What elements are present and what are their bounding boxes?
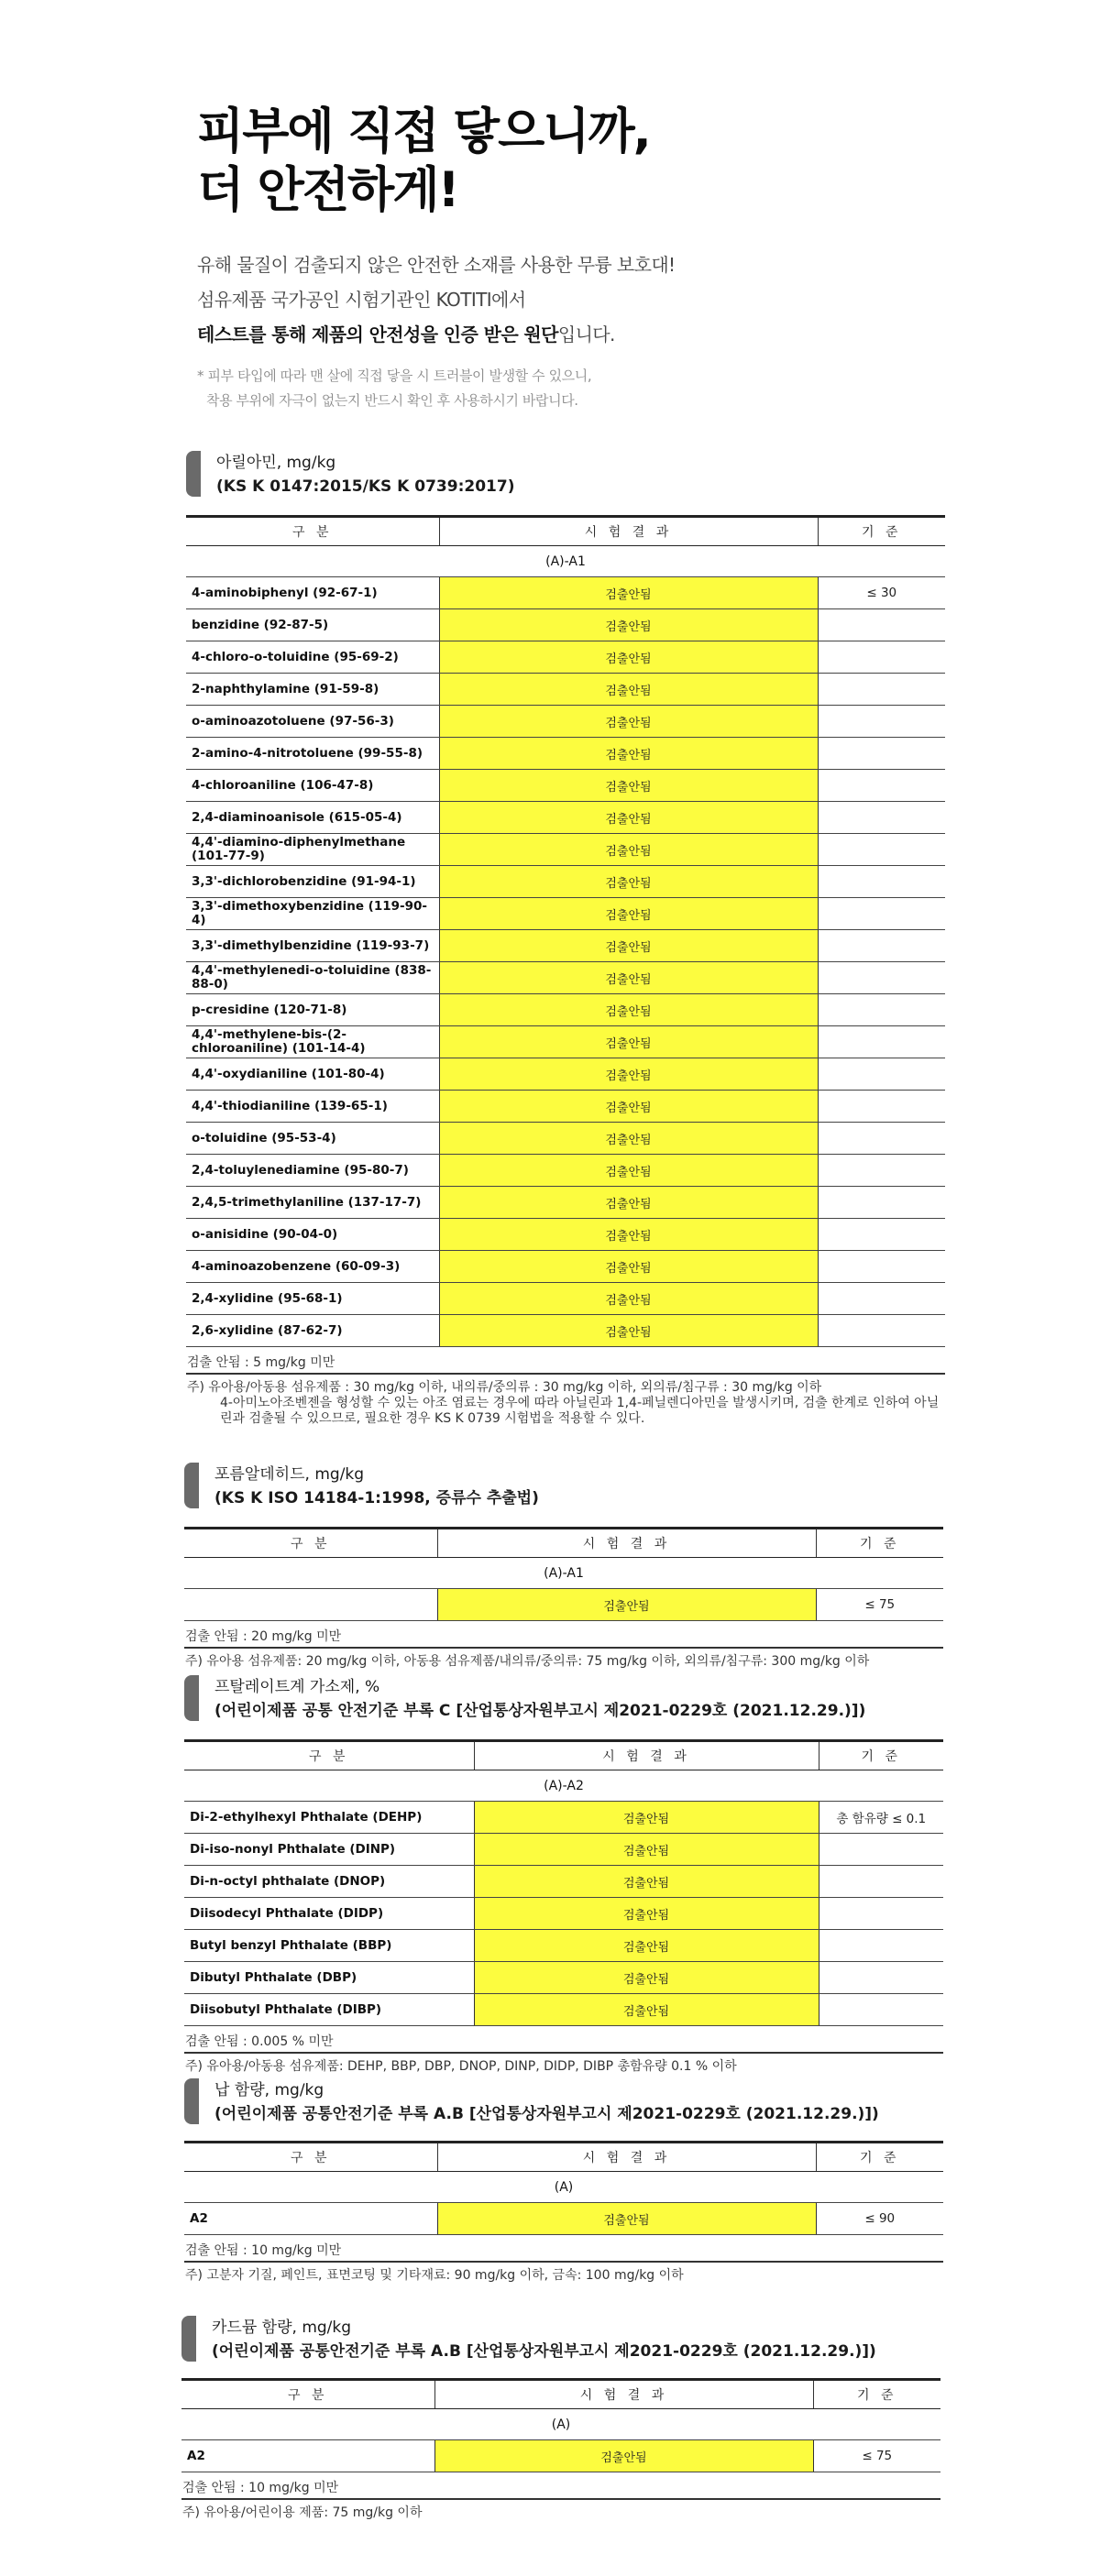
substance-name: [184, 1589, 437, 1621]
table-row: [184, 1802, 943, 1834]
col-header-standard: 기 준: [816, 2143, 943, 2172]
standard-cell: [818, 1123, 945, 1155]
detection-limit: 검출 안됨 : 5 mg/kg 미만: [186, 1347, 945, 1375]
col-header-standard: 기 준: [816, 1529, 943, 1558]
standard-cell: [818, 1251, 945, 1283]
section-title: 납 함량, mg/kg: [214, 2081, 324, 2099]
standard-cell: [819, 1898, 943, 1930]
result-cell: 검출안됨: [439, 1123, 818, 1155]
section-cadmium: [182, 2316, 940, 2521]
substance-name: 4,4'-oxydianiline (101-80-4): [186, 1058, 439, 1091]
col-header-standard: 기 준: [813, 2380, 940, 2409]
lead-text: 유해 물질이 검출되지 않은 안전한 소재를 사용한 무륭 보호대! 섬유제품 국가공인 시험기관인 KOTITI에서 테스트를 통해 제품의 안전성을 인증 받은 원단입니다.: [197, 254, 676, 345]
standard-cell: [818, 866, 945, 898]
table-row: [186, 866, 945, 898]
standard-cell: ≤ 90: [816, 2203, 943, 2235]
group-row: [186, 546, 945, 577]
substance-name: A2: [182, 2440, 434, 2472]
standard-cell: [818, 641, 945, 674]
result-cell: 검출안됨: [474, 1898, 819, 1930]
result-cell: 검출안됨: [439, 1155, 818, 1187]
table-row: [186, 674, 945, 706]
results-table: [184, 1527, 943, 1621]
substance-name: 2,4-toluylenediamine (95-80-7): [186, 1155, 439, 1187]
standard-cell: [818, 1187, 945, 1219]
col-header-standard: 기 준: [818, 517, 945, 546]
result-cell: 검출안됨: [439, 962, 818, 994]
table-row: [184, 1930, 943, 1962]
standard-cell: [818, 898, 945, 930]
remark: 주) 유아용/아동용 섬유제품: DEHP, BBP, DBP, DNOP, DINP, DIDP, DIBP 총함유량 0.1 % 이하: [185, 2059, 737, 2074]
col-header-result: 시 험 결 과: [434, 2380, 813, 2409]
substance-name: p-cresidine (120-71-8): [186, 994, 439, 1026]
result-cell: 검출안됨: [439, 1283, 818, 1315]
group-row: [184, 2172, 943, 2203]
col-header-category: 구 분: [184, 1529, 437, 1558]
table-row: [184, 1589, 943, 1621]
table-row: [184, 1898, 943, 1930]
group-label: (A)-A2: [184, 1770, 943, 1802]
result-cell: 검출안됨: [437, 2203, 816, 2235]
table-row: [186, 770, 945, 802]
result-cell: 검출안됨: [474, 1866, 819, 1898]
results-table: [186, 515, 945, 1347]
standard-cell: [818, 674, 945, 706]
result-cell: 검출안됨: [474, 1930, 819, 1962]
remark: 주) 유아용/어린이용 제품: 75 mg/kg 이하: [182, 2505, 423, 2520]
section-subtitle: (어린이제품 공통 안전기준 부록 C [산업통상자원부고시 제2021-0229호 (2021.12.29.)]): [214, 1702, 866, 1720]
section-arylamine: [186, 451, 945, 1427]
result-cell: 검출안됨: [439, 738, 818, 770]
col-header-result: 시 험 결 과: [439, 517, 818, 546]
standard-cell: [818, 834, 945, 866]
standard-cell: [818, 706, 945, 738]
standard-cell: [818, 1315, 945, 1347]
result-cell: 검출안됨: [474, 1834, 819, 1866]
result-cell: 검출안됨: [439, 834, 818, 866]
section-subtitle: (어린이제품 공통안전기준 부록 A.B [산업통상자원부고시 제2021-0229호 (2021.12.29.)]): [214, 2105, 879, 2123]
result-cell: 검출안됨: [474, 1802, 819, 1834]
table-row: [186, 1219, 945, 1251]
table-row: [186, 930, 945, 962]
standard-cell: [819, 1962, 943, 1994]
group-label: (A)-A1: [184, 1558, 943, 1589]
standard-cell: [819, 1994, 943, 2026]
detection-limit: 검출 안됨 : 10 mg/kg 미만: [184, 2235, 943, 2263]
substance-name: 4,4'-methylenedi-o-toluidine (838-88-0): [186, 962, 439, 994]
section-title: 프탈레이트계 가소제, %: [214, 1678, 380, 1696]
col-header-category: 구 분: [186, 517, 439, 546]
standard-cell: [818, 1219, 945, 1251]
table-row: [186, 1091, 945, 1123]
result-cell: 검출안됨: [439, 609, 818, 641]
standard-cell: [818, 994, 945, 1026]
results-table: [184, 2141, 943, 2235]
group-label: (A): [184, 2172, 943, 2203]
standard-cell: [818, 802, 945, 834]
detection-limit: 검출 안됨 : 0.005 % 미만: [184, 2026, 943, 2054]
result-cell: 검출안됨: [434, 2440, 813, 2472]
substance-name: benzidine (92-87-5): [186, 609, 439, 641]
col-header-category: 구 분: [184, 2143, 437, 2172]
section-marker: [184, 2078, 199, 2124]
caution-note: * 피부 타입에 따라 맨 살에 직접 닿을 시 트러블이 발생할 수 있으니, 착용 부위에 자극이 없는지 반드시 확인 후 사용하시기 바랍니다.: [197, 367, 592, 409]
section-title: 아릴아민, mg/kg: [216, 454, 336, 472]
substance-name: 4-chloro-o-toluidine (95-69-2): [186, 641, 439, 674]
results-table: [182, 2378, 940, 2472]
table-row: [184, 1834, 943, 1866]
result-cell: 검출안됨: [439, 1219, 818, 1251]
remark: 주) 유아용 섬유제품: 20 mg/kg 이하, 아동용 섬유제품/내의류/중의류: 75 mg/kg 이하, 외의류/침구류: 300 mg/kg 이하: [185, 1654, 870, 1669]
table-row: [186, 1283, 945, 1315]
table-row: [186, 802, 945, 834]
substance-name: Di-2-ethylhexyl Phthalate (DEHP): [184, 1802, 474, 1834]
table-row: [186, 1315, 945, 1347]
col-header-result: 시 험 결 과: [437, 1529, 816, 1558]
substance-name: 3,3'-dimethylbenzidine (119-93-7): [186, 930, 439, 962]
substance-name: Butyl benzyl Phthalate (BBP): [184, 1930, 474, 1962]
detection-limit: 검출 안됨 : 10 mg/kg 미만: [182, 2472, 940, 2500]
section-subtitle: (KS K ISO 14184-1:1998, 증류수 추출법): [214, 1489, 539, 1507]
table-row: [186, 1026, 945, 1058]
standard-cell: [818, 1155, 945, 1187]
group-label: (A)-A1: [186, 546, 945, 577]
substance-name: o-toluidine (95-53-4): [186, 1123, 439, 1155]
substance-name: Diisobutyl Phthalate (DIBP): [184, 1994, 474, 2026]
remark: 주) 고분자 기질, 페인트, 표면코팅 및 기타재료: 90 mg/kg 이하, 금속: 100 mg/kg 이하: [185, 2268, 684, 2283]
result-cell: 검출안됨: [439, 898, 818, 930]
section-header: [184, 2078, 943, 2133]
substance-name: 2,4-diaminoanisole (615-05-4): [186, 802, 439, 834]
col-header-category: 구 분: [184, 1741, 474, 1770]
result-cell: 검출안됨: [439, 1026, 818, 1058]
table-row: [186, 706, 945, 738]
col-header-standard: 기 준: [819, 1741, 943, 1770]
table-row: [184, 1994, 943, 2026]
standard-cell: [818, 930, 945, 962]
section-formaldehyde: [184, 1463, 943, 1670]
result-cell: 검출안됨: [439, 1315, 818, 1347]
table-row: [186, 898, 945, 930]
table-row: [186, 609, 945, 641]
standard-cell: [818, 609, 945, 641]
table-row: [186, 1155, 945, 1187]
substance-name: o-anisidine (90-04-0): [186, 1219, 439, 1251]
table-row: [186, 1058, 945, 1091]
table-row: [186, 1187, 945, 1219]
section-subtitle: (KS K 0147:2015/KS K 0739:2017): [216, 477, 515, 496]
standard-cell: [819, 1834, 943, 1866]
group-row: [184, 1558, 943, 1589]
group-row: [182, 2409, 940, 2440]
result-cell: 검출안됨: [439, 674, 818, 706]
col-header-result: 시 험 결 과: [437, 2143, 816, 2172]
table-row: [182, 2440, 940, 2472]
substance-name: 2-naphthylamine (91-59-8): [186, 674, 439, 706]
standard-cell: [818, 1283, 945, 1315]
table-row: [186, 577, 945, 609]
standard-cell: [818, 770, 945, 802]
group-row: [184, 1770, 943, 1802]
result-cell: 검출안됨: [439, 1187, 818, 1219]
substance-name: o-aminoazotoluene (97-56-3): [186, 706, 439, 738]
result-cell: 검출안됨: [439, 770, 818, 802]
standard-cell: [819, 1930, 943, 1962]
result-cell: 검출안됨: [439, 994, 818, 1026]
standard-cell: [818, 1026, 945, 1058]
table-row: [186, 962, 945, 994]
substance-name: 4,4'-diamino-diphenylmethane (101-77-9): [186, 834, 439, 866]
substance-name: 2,4-xylidine (95-68-1): [186, 1283, 439, 1315]
table-row: [186, 834, 945, 866]
table-row: [186, 1251, 945, 1283]
results-table: [184, 1739, 943, 2026]
substance-name: Diisodecyl Phthalate (DIDP): [184, 1898, 474, 1930]
standard-cell: [818, 738, 945, 770]
standard-cell: [818, 962, 945, 994]
substance-name: 4,4'-methylene-bis-(2-chloroaniline) (101-14-4): [186, 1026, 439, 1058]
standard-cell: ≤ 30: [818, 577, 945, 609]
result-cell: 검출안됨: [439, 641, 818, 674]
result-cell: 검출안됨: [474, 1962, 819, 1994]
result-cell: 검출안됨: [474, 1994, 819, 2026]
substance-name: Di-n-octyl phthalate (DNOP): [184, 1866, 474, 1898]
remark: 주) 유아용/아동용 섬유제품 : 30 mg/kg 이하, 내의류/중의류 : 30 mg/kg 이하, 외의류/침구류 : 30 mg/kg 이하 4-아미노아조벤젠을 형성할 수 있는 아조 염료는 경우에 따라 아닐린과 1,4-페닐렌디아민을 발생시키며, 검출 한계로 인하여 아닐린과 검출될 수 있으므로, 필요한 경우 KS K 0739 시험법을 적용할 수 있다.: [187, 1380, 940, 1426]
section-title: 포름알데히드, mg/kg: [214, 1465, 365, 1484]
detection-limit: 검출 안됨 : 20 mg/kg 미만: [184, 1621, 943, 1649]
intro: [197, 103, 1022, 413]
section-marker: [184, 1463, 199, 1508]
standard-cell: ≤ 75: [813, 2440, 940, 2472]
result-cell: 검출안됨: [439, 802, 818, 834]
result-cell: 검출안됨: [439, 706, 818, 738]
headline: 피부에 직접 닿으니까, 더 안전하게!: [197, 104, 650, 218]
col-header-result: 시 험 결 과: [474, 1741, 819, 1770]
substance-name: 4-aminoazobenzene (60-09-3): [186, 1251, 439, 1283]
table-row: [186, 641, 945, 674]
result-cell: 검출안됨: [439, 930, 818, 962]
table-row: [184, 1962, 943, 1994]
section-header: [184, 1463, 943, 1518]
section-header: [182, 2316, 940, 2371]
standard-cell: [818, 1091, 945, 1123]
section-phthalate: [184, 1675, 943, 2075]
result-cell: 검출안됨: [439, 866, 818, 898]
section-marker: [184, 1675, 199, 1721]
substance-name: 3,3'-dichlorobenzidine (91-94-1): [186, 866, 439, 898]
group-label: (A): [182, 2409, 940, 2440]
result-cell: 검출안됨: [439, 1251, 818, 1283]
substance-name: 2,4,5-trimethylaniline (137-17-7): [186, 1187, 439, 1219]
standard-cell: 총 함유량 ≤ 0.1: [819, 1802, 943, 1834]
section-lead: [184, 2078, 943, 2284]
table-row: [186, 738, 945, 770]
standard-cell: [818, 1058, 945, 1091]
section-header: [186, 451, 945, 506]
substance-name: 4,4'-thiodianiline (139-65-1): [186, 1091, 439, 1123]
substance-name: 2,6-xylidine (87-62-7): [186, 1315, 439, 1347]
table-row: [186, 994, 945, 1026]
section-marker: [186, 451, 201, 497]
table-row: [186, 1123, 945, 1155]
result-cell: 검출안됨: [437, 1589, 816, 1621]
section-marker: [182, 2316, 196, 2362]
substance-name: Dibutyl Phthalate (DBP): [184, 1962, 474, 1994]
table-row: [184, 2203, 943, 2235]
substance-name: 4-chloroaniline (106-47-8): [186, 770, 439, 802]
substance-name: 2-amino-4-nitrotoluene (99-55-8): [186, 738, 439, 770]
section-header: [184, 1675, 943, 1730]
result-cell: 검출안됨: [439, 577, 818, 609]
table-row: [184, 1866, 943, 1898]
substance-name: 3,3'-dimethoxybenzidine (119-90-4): [186, 898, 439, 930]
result-cell: 검출안됨: [439, 1058, 818, 1091]
section-title: 카드뮴 함량, mg/kg: [212, 2318, 352, 2337]
section-subtitle: (어린이제품 공통안전기준 부록 A.B [산업통상자원부고시 제2021-0229호 (2021.12.29.)]): [212, 2342, 876, 2361]
standard-cell: [819, 1866, 943, 1898]
substance-name: Di-iso-nonyl Phthalate (DINP): [184, 1834, 474, 1866]
substance-name: 4-aminobiphenyl (92-67-1): [186, 577, 439, 609]
standard-cell: ≤ 75: [816, 1589, 943, 1621]
substance-name: A2: [184, 2203, 437, 2235]
col-header-category: 구 분: [182, 2380, 434, 2409]
result-cell: 검출안됨: [439, 1091, 818, 1123]
